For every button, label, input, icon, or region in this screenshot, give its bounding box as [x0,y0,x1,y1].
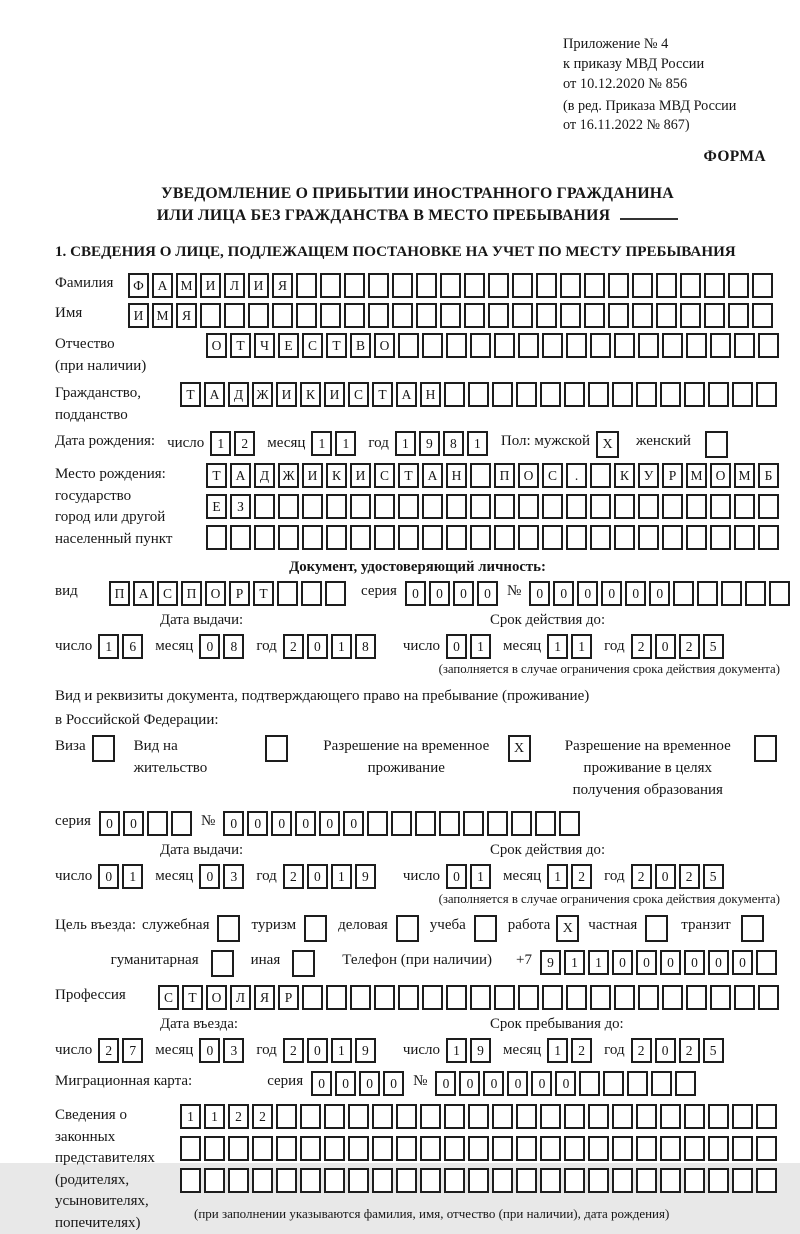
sex-label: Пол: мужской [500,433,591,449]
patronymic-row [55,333,780,377]
residence-valid-month[interactable]: 1 2 [547,864,595,889]
birthdate-label: Дата рождения: [55,433,156,449]
iddoc-valid-year[interactable]: 2 0 2 5 [631,634,727,659]
representatives-cells-row3[interactable] [180,1168,780,1193]
migration-card-row [55,1071,780,1096]
purpose-official-label: служебная [141,917,210,933]
iddoc-issued-group: число 1 6 месяц 0 8 год 2 0 1 8 [55,634,379,659]
profession-cells[interactable]: С Т О Л Я Р [158,985,782,1010]
purpose-private-label: частная [588,917,638,933]
representatives-label: Сведения о законных представителях (родителях, усыновителях, попечителях) [55,1107,155,1231]
birthdate-group [167,431,491,456]
residence-issued-year[interactable]: 2 0 1 9 [283,864,379,889]
iddoc-dates-row [55,634,780,659]
residence-valid-heading: Срок действия до: [490,842,606,858]
residence-option-rvp-education-checkbox[interactable] [754,735,780,762]
section1-heading: 1. СВЕДЕНИЯ О ЛИЦЕ, ПОДЛЕЖАЩЕМ ПОСТАНОВКЕ НА УЧЕТ ПО МЕСТУ ПРЕБЫВАНИЯ [55,244,736,260]
purpose-business-checkbox[interactable] [396,915,422,942]
purpose-work-checkbox[interactable]: X [556,915,582,942]
appendix-line: от 10.12.2020 № 856 [563,76,688,92]
residence-number-cells[interactable]: 0 0 0 0 0 0 [223,811,583,836]
residence-issued-group: число 0 1 месяц 0 3 год 2 0 1 9 [55,864,379,889]
residence-note: (заполняется в случае ограничения срока действия документа) [438,892,780,906]
residence-issued-heading: Дата выдачи: [160,842,244,858]
representatives-cells-row2[interactable] [180,1136,780,1161]
entry-date-headings [55,1016,780,1035]
iddoc-series-label: серия [361,583,397,599]
stay-until-heading: Срок пребывания до: [490,1016,624,1032]
stay-day[interactable]: 1 9 [446,1038,494,1063]
birth-day-cells[interactable]: 1 2 [210,431,258,456]
purpose-business-label: деловая [338,917,388,933]
phone-prefix: +7 [516,952,532,968]
birthdate-row [55,431,780,458]
representatives-cells-row1[interactable]: 1 1 2 2 [180,1104,780,1129]
residence-valid-day[interactable]: 0 1 [446,864,494,889]
form-title [55,183,780,227]
residence-issued-day[interactable]: 0 1 [98,864,146,889]
purpose-label: Цель въезда: [55,917,136,933]
residence-date-headings [55,842,780,861]
phone-cells[interactable]: 9 1 1 0 0 0 0 0 0 [540,950,780,975]
purpose-row2 [55,950,780,977]
residence-option-rvp-education-label: Разрешение на временное проживание в целях получения образования [564,738,731,798]
residence-intro: Вид и реквизиты документа, подтверждающего право на пребывание (проживание) в Российской Федерации: [55,688,590,728]
purpose-humanitarian-checkbox[interactable] [211,950,237,977]
birthplace-row [55,463,780,556]
forma-label: ФОРМА [703,148,766,165]
birth-month-cells[interactable]: 1 1 [311,431,359,456]
year-label: год [368,435,389,451]
iddoc-issued-year[interactable]: 2 0 1 8 [283,634,379,659]
entry-day[interactable]: 2 7 [98,1038,146,1063]
birthplace-label: Место рождения: государство город или другой населенный пункт [55,466,173,547]
residence-dates-row [55,864,780,889]
representatives-cells-block [180,1104,780,1222]
birthplace-cells-row1[interactable]: Т А Д Ж И К И С Т А Н П О С . К У Р М О М Б [206,463,782,488]
appendix-line: Приложение № 4 [563,36,669,52]
iddoc-number-cells[interactable]: 0 0 0 0 0 0 [529,581,793,606]
sex-male-checkbox[interactable]: X [596,431,622,458]
purpose-official-checkbox[interactable] [217,915,243,942]
patronymic-cells[interactable]: О Т Ч Е С Т В О [206,333,782,358]
representatives-note: (при заполнении указываются фамилия, имя, отчество (при наличии), дата рождения) [194,1206,670,1221]
patronymic-label: Отчество (при наличии) [55,336,147,374]
stay-month[interactable]: 1 2 [547,1038,595,1063]
sex-female-label: женский [636,433,691,449]
birthplace-cells-row3[interactable] [206,525,782,550]
iddoc-note: (заполняется в случае ограничения срока действия документа) [438,662,780,676]
edition-block [563,97,780,135]
iddoc-number-label: № [506,583,522,599]
entry-year[interactable]: 2 0 1 9 [283,1038,379,1063]
birth-year-cells[interactable]: 1 9 8 1 [395,431,491,456]
residence-options-row [55,735,780,801]
migration-card-label: Миграционная карта: [55,1073,193,1089]
purpose-tourism-checkbox[interactable] [304,915,330,942]
iddoc-kind-row [55,581,780,606]
purpose-work-label: работа [507,917,551,933]
surname-row [55,273,780,298]
entry-date-group: число 2 7 месяц 0 3 год 2 0 1 9 [55,1038,379,1063]
citizenship-cells[interactable]: Т А Д Ж И К И С Т А Н [180,382,780,407]
firstname-cells[interactable]: И М Я [128,303,776,328]
iddoc-valid-month[interactable]: 1 1 [547,634,595,659]
purpose-row [55,915,780,942]
surname-cells[interactable]: Ф А М И Л И Я [128,273,776,298]
stay-year[interactable]: 2 0 2 5 [631,1038,727,1063]
sex-female-checkbox[interactable] [705,431,731,458]
residence-option-residencepermit-label: Вид на жительство [133,738,208,776]
migration-number-cells[interactable]: 0 0 0 0 0 0 [435,1071,699,1096]
birthplace-cells-row2[interactable]: Е З [206,494,782,519]
form-title-line1: УВЕДОМЛЕНИЕ О ПРИБЫТИИ ИНОСТРАННОГО ГРАЖДАНИНА [161,185,674,202]
iddoc-valid-day[interactable]: 0 1 [446,634,494,659]
purpose-transit-checkbox[interactable] [741,915,767,942]
appendix-block [563,34,780,94]
residence-series-label: серия [55,813,91,829]
citizenship-row [55,382,780,426]
purpose-tourism-label: туризм [251,917,297,933]
iddoc-valid-group: число 0 1 месяц 1 1 год 2 0 2 5 [403,634,727,659]
iddoc-heading: Документ, удостоверяющий личность: [289,559,546,575]
residence-series-cells[interactable]: 0 0 [99,811,195,836]
purpose-study-checkbox[interactable] [474,915,500,942]
month-label: месяц [267,435,306,451]
iddoc-kind-label: вид [55,583,78,599]
phone-label: Телефон (при наличии) [342,952,493,968]
residence-option-rvp-checkbox[interactable]: X [508,735,534,762]
birthplace-cells-block [206,463,782,556]
entry-month[interactable]: 0 3 [199,1038,247,1063]
iddoc-series-cells[interactable]: 0 0 0 0 [405,581,501,606]
entry-date-heading: Дата въезда: [160,1016,238,1032]
entry-dates-row [55,1038,780,1063]
profession-row [55,985,780,1010]
iddoc-date-headings [55,612,780,631]
residence-option-visa-label: Виза [55,738,86,754]
migration-series-label: серия [267,1073,304,1089]
migration-number-label: № [413,1073,428,1089]
firstname-row [55,303,780,328]
iddoc-issued-day[interactable]: 1 6 [98,634,146,659]
edition-line: от 16.11.2022 № 867) [563,117,690,133]
day-label: число [167,435,205,451]
migration-series-cells[interactable]: 0 0 0 0 [311,1071,407,1096]
purpose-other-checkbox[interactable] [292,950,318,977]
form-title-line2: ИЛИ ЛИЦА БЕЗ ГРАЖДАНСТВА В МЕСТО ПРЕБЫВАНИЯ [55,205,780,227]
iddoc-kind-cells[interactable]: П А С П О Р Т [109,581,349,606]
representatives-row [55,1104,780,1234]
purpose-study-label: учеба [429,917,466,933]
purpose-private-checkbox[interactable] [645,915,671,942]
residence-option-visa-checkbox[interactable] [92,735,118,762]
residence-issued-month[interactable]: 0 3 [199,864,247,889]
purpose-transit-label: транзит [681,917,731,933]
purpose-other-label: иная [250,952,281,968]
edition-line: (в ред. Приказа МВД России [563,98,737,114]
residence-option-residencepermit-checkbox[interactable] [265,735,291,762]
iddoc-issued-month[interactable]: 0 8 [199,634,247,659]
title-blank-underline [620,206,678,220]
firstname-label: Имя [55,305,83,321]
residence-option-rvp-label: Разрешение на временное проживание [323,738,490,776]
stay-until-group: число 1 9 месяц 1 2 год 2 0 2 5 [403,1038,727,1063]
residence-valid-year[interactable]: 2 0 2 5 [631,864,727,889]
surname-label: Фамилия [55,275,114,291]
citizenship-label: Гражданство, подданство [55,385,142,423]
purpose-humanitarian-label: гуманитарная [110,952,199,968]
appendix-line: к приказу МВД России [563,56,705,72]
iddoc-valid-heading: Срок действия до: [490,612,606,628]
residence-series-row [55,811,780,836]
residence-valid-group: число 0 1 месяц 1 2 год 2 0 2 5 [403,864,727,889]
profession-label: Профессия [55,987,126,1003]
residence-number-label: № [200,813,216,829]
iddoc-issued-heading: Дата выдачи: [160,612,244,628]
